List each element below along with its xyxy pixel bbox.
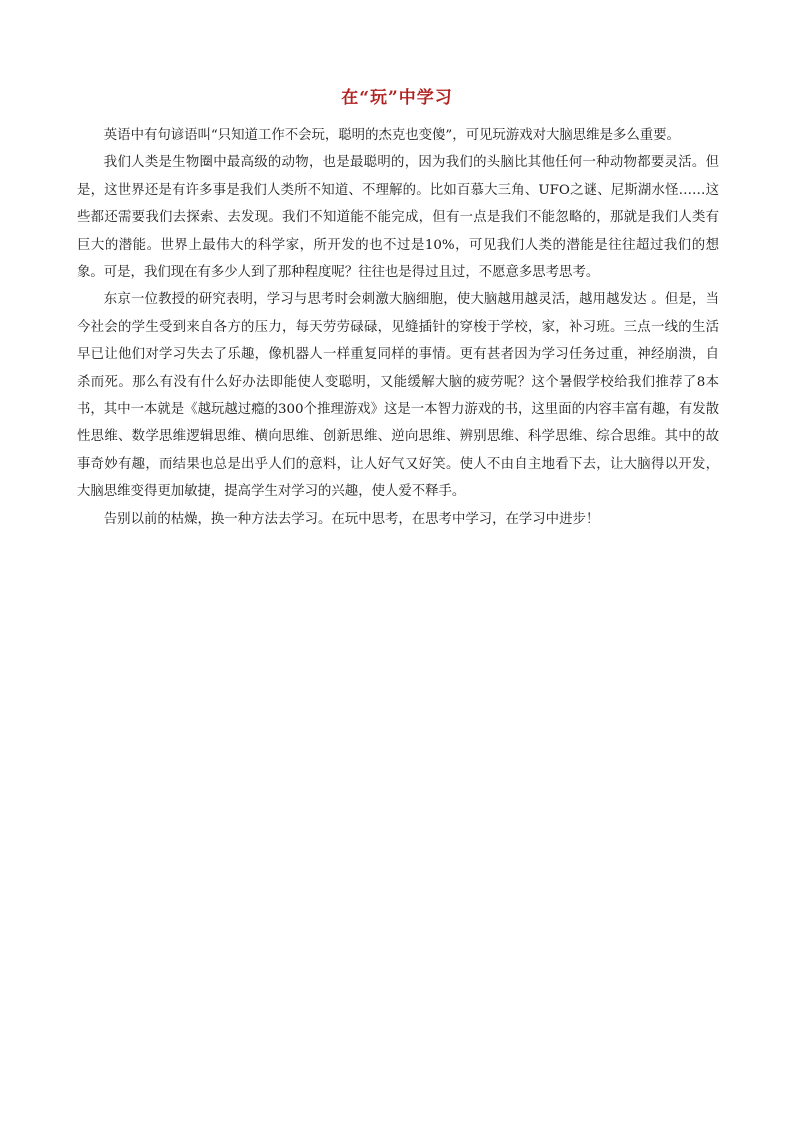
- document-body: [77, 122, 719, 533]
- paragraph-4: 告别以前的枯燥，换一种方法去学习。在玩中思考，在思考中学习，在学习中进步！: [103, 511, 600, 527]
- paragraph-1: 英语中有句谚语叫“只知道工作不会玩，聪明的杰克也变傻”，可见玩游戏对大脑思维是多么重要。: [103, 128, 680, 143]
- paragraph-2: 我们人类是生物圈中最高级的动物，也是最聪明的，因为我们的头脑比其他任何一种动物都要灵活。但是，这世界还是有许多事是我们人类所不知道、不理解的。比如百慕大三角、UFO之谜、尼斯湖水怪……这些都还需要我们去探索、去发现。我们不知道能不能完成，但有一点是我们不能忽略的，那就是我们人类有巨大的潜能。世界上最伟大的科学家，所开发的也不过是10%，可见我们人类的潜能是往往超过我们的想象。可是，我们现在有多少人到了那种程度呢？往往也是得过且过，不愿意多思考思考。: [77, 155, 719, 281]
- page-title: 在“玩”中学习: [341, 88, 453, 108]
- paragraph-3: 东京一位教授的研究表明，学习与思考时会刺激大脑细胞，使大脑越用越灵活，越用越发达 。但是，当今社会的学生受到来自各方的压力，每天劳劳碌碌，见缝插针的穿梭于学校，家，补习班。三点一线的生活早已让他们对学习失去了乐趣，像机器人一样重复同样的事情。更有甚者因为学习任务过重，神经崩溃，自杀而死。那么有没有什么好办法即能使人变聪明，又能缓解大脑的疲劳呢？这个暑假学校给我们推荐了8本书，其中一本就是《越玩越过瘾的300个推理游戏》这是一本智力游戏的书，这里面的内容丰富有趣，有发散性思维、数学思维逻辑思维、横向思维、创新思维、逆向思维、辨别思维、科学思维、综合思维。其中的故事奇妙有趣，而结果也总是出乎人们的意料，让人好气又好笑。使人不由自主地看下去，让大脑得以开发，大脑思维变得更加敏捷，提高学生对学习的兴趣，使人爱不释手。: [77, 292, 719, 500]
